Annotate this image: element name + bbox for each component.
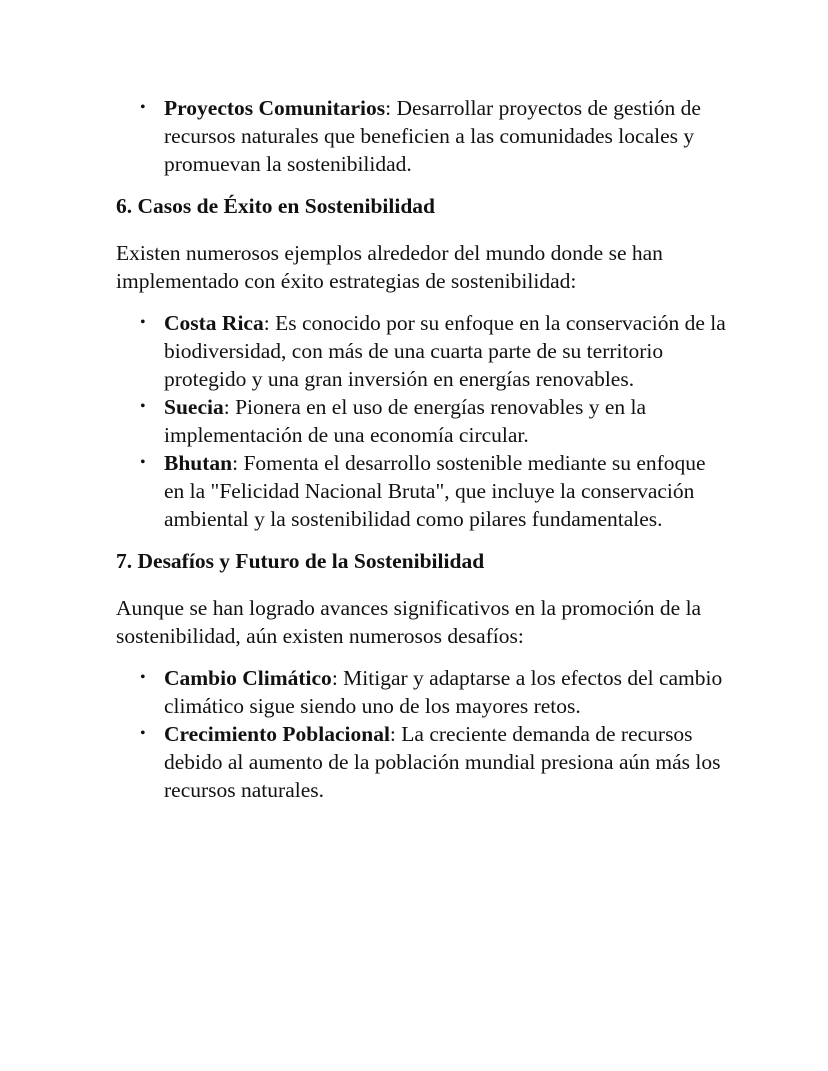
list-item-title: Bhutan (164, 451, 233, 475)
list-item-title: Proyectos Comunitarios (164, 96, 386, 120)
section7-intro: Aunque se han logrado avances significativos en la promoción de la sostenibilidad, aún existen numerosos desafíos: (116, 596, 702, 648)
list-item-title: Crecimiento Poblacional (164, 722, 390, 746)
list-item (140, 449, 728, 533)
bullet-icon: • (140, 314, 146, 331)
bullet-icon: • (140, 725, 146, 742)
list-item-text: : Mitigar y adaptarse a los efectos del cambio climático sigue siendo uno de los mayores retos. (164, 666, 723, 718)
list-item-title: Cambio Climático (164, 666, 332, 690)
list-item-title: Suecia (164, 395, 224, 419)
document-page (116, 94, 728, 804)
section6-list (116, 309, 728, 533)
list-item-text: : La creciente demanda de recursos debido al aumento de la población mundial presiona aún más los recursos naturales. (164, 722, 721, 802)
list-item (140, 393, 728, 449)
list-item (140, 94, 728, 178)
list-item (140, 664, 728, 720)
section6-heading: 6. Casos de Éxito en Sostenibilidad (116, 194, 435, 218)
list-item (140, 309, 728, 393)
section7-list (116, 664, 728, 804)
list-item-text: : Pionera en el uso de energías renovables y en la implementación de una economía circular. (164, 395, 647, 447)
list-item-title: Costa Rica (164, 311, 264, 335)
bullet-icon: • (140, 398, 146, 415)
bullet-icon: • (140, 99, 146, 116)
list-item (140, 720, 728, 804)
section7-heading: 7. Desafíos y Futuro de la Sostenibilidad (116, 549, 485, 573)
section6-intro: Existen numerosos ejemplos alrededor del mundo donde se han implementado con éxito estrategias de sostenibilidad: (116, 241, 663, 293)
section5-list (116, 94, 728, 178)
list-item-text: : Fomenta el desarrollo sostenible mediante su enfoque en la "Felicidad Nacional Bruta", que incluye la conservación ambiental y la sostenibilidad como pilares fundamentales. (164, 451, 706, 531)
list-item-text: : Desarrollar proyectos de gestión de recursos naturales que beneficien a las comunidades locales y promuevan la sostenibilidad. (164, 96, 701, 176)
bullet-icon: • (140, 669, 146, 686)
bullet-icon: • (140, 454, 146, 471)
list-item-text: : Es conocido por su enfoque en la conservación de la biodiversidad, con más de una cuarta parte de su territorio protegido y una gran inversión en energías renovables. (164, 311, 726, 391)
